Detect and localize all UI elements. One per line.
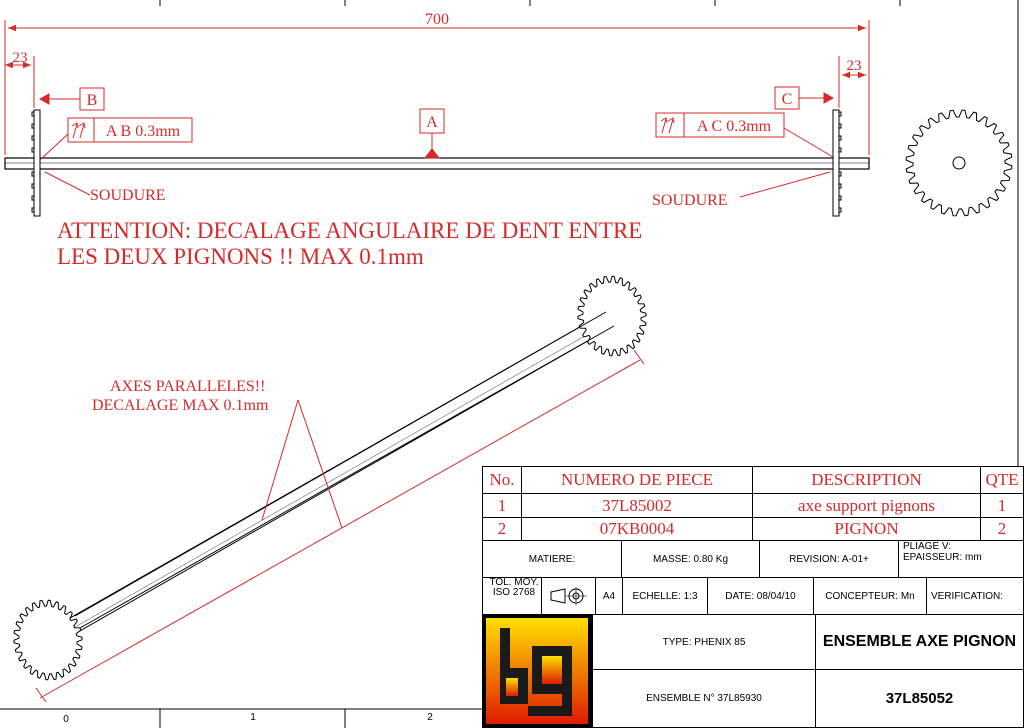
tolerance-right-text: A C 0.3mm xyxy=(696,118,772,135)
bom-header-part: NUMERO DE PIECE xyxy=(521,466,753,494)
tb-type: TYPE: PHENIX 85 xyxy=(592,614,816,670)
projection-icon xyxy=(549,586,589,606)
sprocket-isometric-upper xyxy=(578,276,646,356)
attention-note-line2: LES DEUX PIGNONS !! MAX 0.1mm xyxy=(57,244,424,269)
tb-epaisseur: EPAISSEUR: mm xyxy=(903,552,982,563)
bom-header-qty: QTE xyxy=(980,466,1024,494)
tb-masse: MASSE: 0.80 Kg xyxy=(621,540,760,578)
tb-tol-line2: ISO 2768 xyxy=(492,587,536,598)
bom-row1-part: 37L85002 xyxy=(521,493,753,518)
dimension-23-right-label: 23 xyxy=(846,58,862,74)
weld-note-left: SOUDURE xyxy=(90,187,166,204)
tb-tol-line1: TOL. MOY. xyxy=(489,577,539,588)
tb-pliage-cell xyxy=(898,540,1024,578)
datum-b-label: B xyxy=(86,92,98,109)
bom-row2-no: 2 xyxy=(482,517,522,541)
sprocket-side-left xyxy=(34,110,40,216)
bom-row2-part: 07KB0004 xyxy=(521,517,753,541)
parallel-note-line1: AXES PARALLELES!! xyxy=(110,378,266,395)
sprocket-outline xyxy=(578,276,646,356)
logo-cell xyxy=(482,614,593,728)
title-block xyxy=(482,466,1024,728)
dimension-700-label: 700 xyxy=(425,11,449,28)
tb-ensemble: ENSEMBLE N° 37L85930 xyxy=(592,669,816,728)
sprocket-isometric-lower xyxy=(14,600,82,680)
sprocket-outline xyxy=(14,600,82,680)
tb-concepteur: CONCEPTEUR: Mn xyxy=(813,577,927,615)
bom-row1-desc: axe support pignons xyxy=(752,493,981,518)
bom-row1-no: 1 xyxy=(482,493,522,518)
bom-row1-qty: 1 xyxy=(980,493,1024,518)
tb-revision: REVISION: A-01+ xyxy=(759,540,899,578)
bom-header-no: No. xyxy=(482,466,522,494)
bom-header-desc: DESCRIPTION xyxy=(752,466,981,494)
bom-row2-desc: PIGNON xyxy=(752,517,981,541)
sprocket-side-right xyxy=(833,110,839,216)
tb-matiere: MATIERE: xyxy=(482,540,622,578)
tb-format: A4 xyxy=(595,577,623,615)
projection-symbol xyxy=(541,577,596,615)
shaft-front-view xyxy=(5,158,869,169)
weld-note-right: SOUDURE xyxy=(652,192,728,209)
tb-title: ENSEMBLE AXE PIGNON xyxy=(815,614,1024,670)
tb-verification: VERIFICATION: xyxy=(926,577,1024,615)
dimension-23-left-label: 23 xyxy=(12,50,28,66)
tolerance-left-text: A B 0.3mm xyxy=(105,123,181,140)
zone-label-2: 2 xyxy=(427,712,433,723)
tb-date: DATE: 08/04/10 xyxy=(707,577,814,615)
datum-a-label: A xyxy=(426,114,438,131)
tb-tolerance-cell xyxy=(482,577,542,615)
zone-label-0: 0 xyxy=(63,714,69,725)
tb-pliage: PLIAGE V: xyxy=(903,541,951,552)
datum-c-label: C xyxy=(781,91,793,108)
sprocket-outline xyxy=(906,110,1012,216)
zone-label-1: 1 xyxy=(250,712,256,723)
parallel-note-line2: DECALAGE MAX 0.1mm xyxy=(92,397,269,414)
tb-part-number: 37L85052 xyxy=(815,669,1024,728)
tb-echelle: ECHELLE: 1:3 xyxy=(622,577,708,615)
bom-row2-qty: 2 xyxy=(980,517,1024,541)
sprocket-side-view xyxy=(906,110,1012,216)
attention-note-line1: ATTENTION: DECALAGE ANGULAIRE DE DENT ENTRE xyxy=(57,218,643,243)
